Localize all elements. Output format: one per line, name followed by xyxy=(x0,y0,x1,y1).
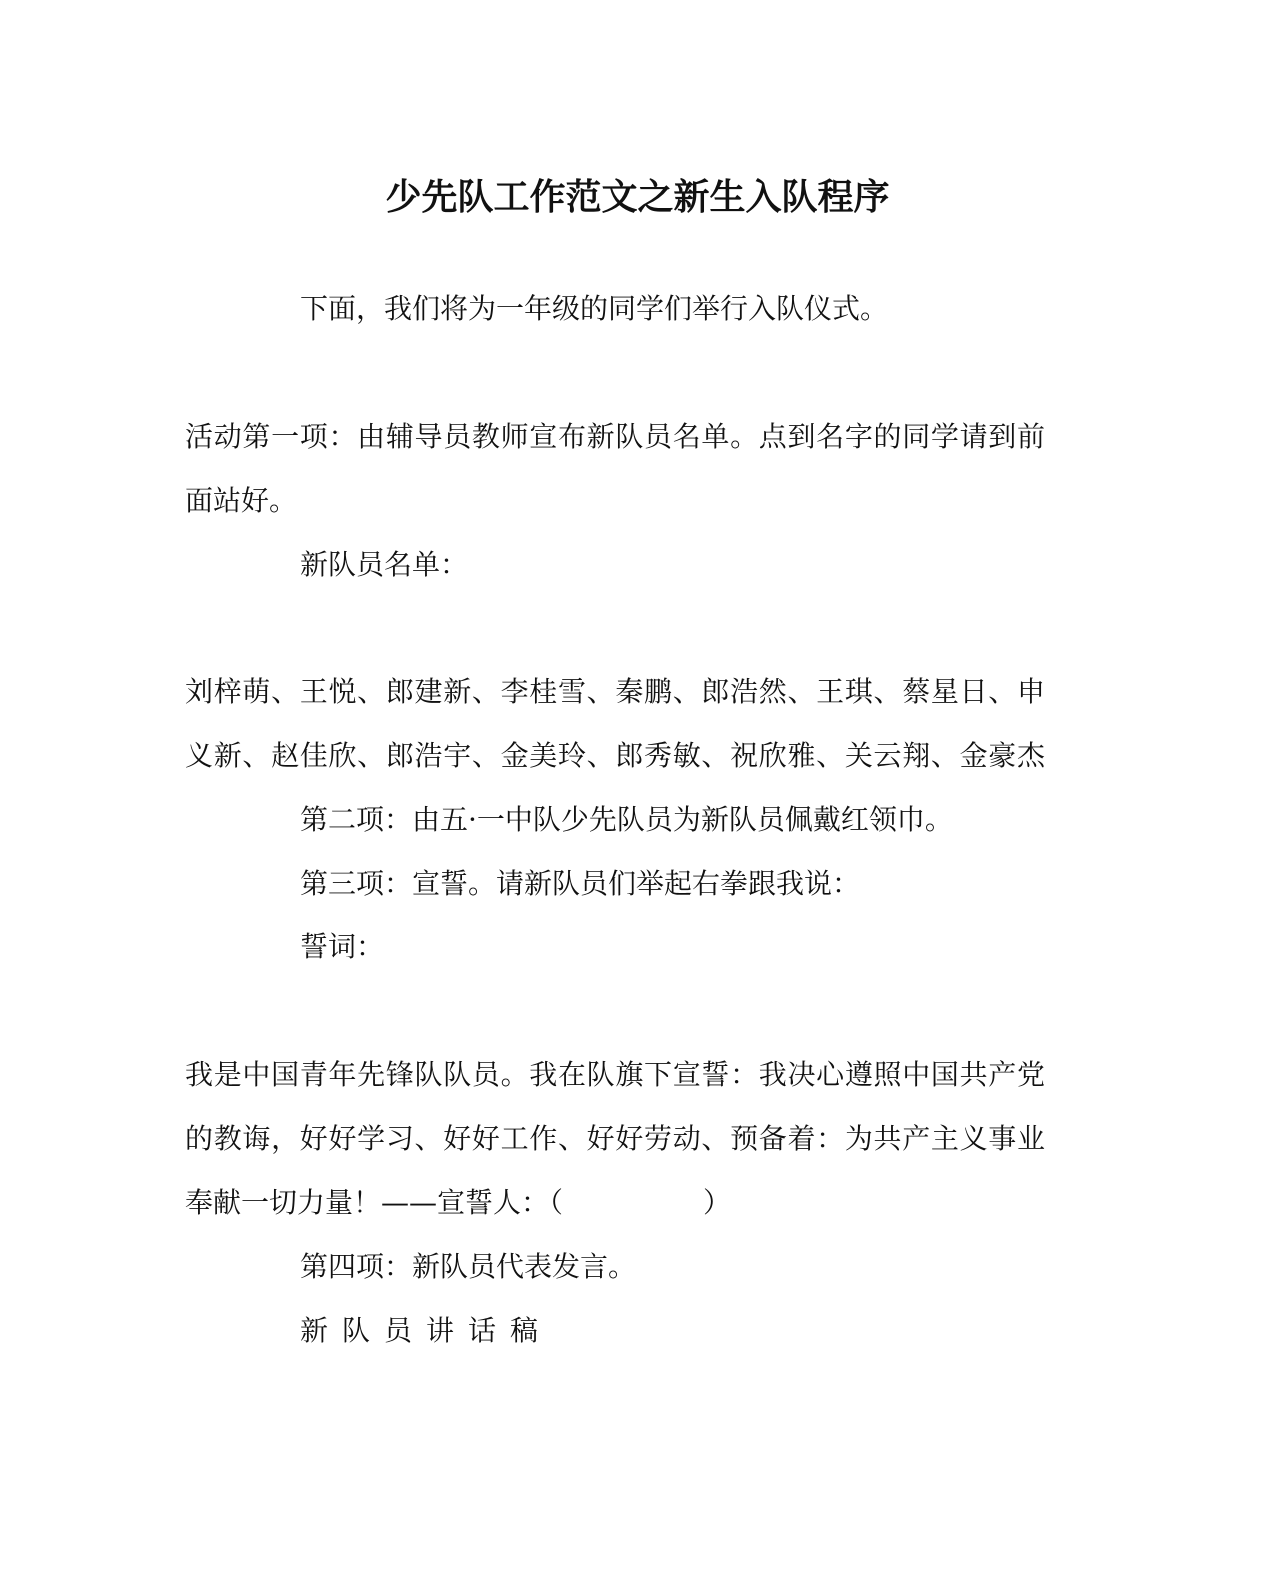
names-line2: 义新、赵佳欣、郎浩宇、金美玲、郎秀敏、祝欣雅、关云翔、金豪杰 xyxy=(185,739,1045,772)
item4-paragraph: 第四项：新队员代表发言。 xyxy=(300,1250,637,1283)
oath-line2: 的教诲，好好学习、好好工作、好好劳动、预备着：为共产主义事业 xyxy=(185,1122,1045,1155)
document-title: 少先队工作范文之新生入队程序 xyxy=(385,176,890,218)
item2-paragraph: 第二项：由五·一中队少先队员为新队员佩戴红领巾。 xyxy=(300,803,953,836)
item1-line2: 面站好。 xyxy=(185,484,298,517)
intro-paragraph: 下面，我们将为一年级的同学们举行入队仪式。 xyxy=(300,292,889,325)
speech-heading: 新队员讲话稿 xyxy=(300,1314,553,1347)
oath-line1: 我是中国青年先锋队队员。我在队旗下宣誓：我决心遵照中国共产党 xyxy=(185,1058,1045,1091)
names-line1: 刘梓萌、王悦、郎建新、李桂雪、秦鹏、郎浩然、王琪、蔡星日、申 xyxy=(185,675,1045,708)
item3-paragraph: 第三项：宣誓。请新队员们举起右拳跟我说： xyxy=(300,867,861,900)
oath-line3: 奉献一切力量！——宣誓人：（ ） xyxy=(185,1186,732,1219)
list-heading: 新队员名单： xyxy=(300,548,469,581)
item1-line1: 活动第一项：由辅导员教师宣布新队员名单。点到名字的同学请到前 xyxy=(185,420,1045,453)
oath-heading: 誓词： xyxy=(300,930,385,963)
